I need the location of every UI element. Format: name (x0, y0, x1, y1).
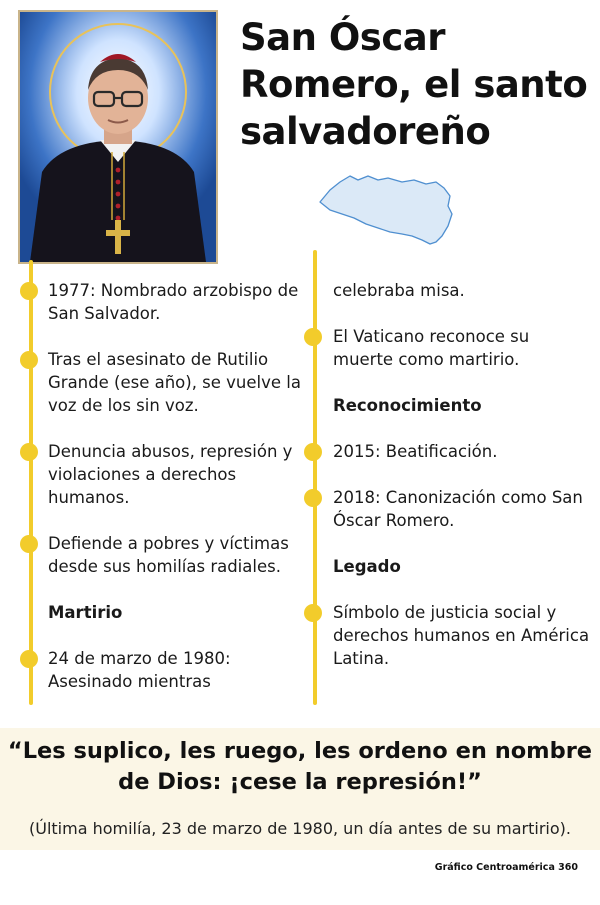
timeline-item-text: Tras el asesinato de Rutilio Grande (ese año), se vuelve la voz de los sin voz. (48, 350, 301, 415)
timeline-item (333, 486, 593, 532)
timeline-item (48, 440, 308, 509)
timeline-line-left (29, 260, 33, 705)
timeline-item-text: Símbolo de justicia social y derechos humanos en América Latina. (333, 603, 590, 668)
section-heading-legado: Legado (333, 557, 401, 576)
timeline-item-text: 24 de marzo de 1980: Asesinado mientras (48, 649, 231, 691)
timeline-dot (20, 535, 38, 553)
timeline-dot (304, 489, 322, 507)
section-heading-reconocimiento: Reconocimiento (333, 396, 482, 415)
timeline-dot (20, 650, 38, 668)
quote-line-1: “Les suplico, les ruego, les ordeno en nombre (7, 738, 593, 764)
timeline-dot (20, 282, 38, 300)
title-line-2: Romero, el santo (240, 63, 588, 106)
portrait-illustration (20, 12, 216, 262)
timeline-item-text: 1977: Nombrado arzobispo de San Salvador. (48, 281, 299, 323)
quote-attribution: (Última homilía, 23 de marzo de 1980, un día antes de su martirio). (29, 819, 571, 838)
timeline-item-text: 2018: Canonización como San Óscar Romero. (333, 488, 583, 530)
timeline-continuation-text: celebraba misa. (333, 281, 465, 300)
portrait-photo (18, 10, 218, 264)
timeline-item (333, 601, 593, 670)
timeline-item-text: 2015: Beatificación. (333, 442, 498, 461)
timeline-dot (304, 443, 322, 461)
timeline-item (333, 325, 593, 371)
title-line-1: San Óscar (240, 16, 445, 59)
quote-line-2: de Dios: ¡cese la represión!” (118, 769, 482, 795)
timeline-dot (20, 443, 38, 461)
timeline-item (48, 647, 308, 693)
timeline-column-right (333, 279, 593, 670)
title-line-3: salvadoreño (240, 110, 491, 153)
timeline-item-text: El Vaticano reconoce su muerte como martirio. (333, 327, 530, 369)
source-credit: Gráfico Centroamérica 360 (434, 862, 578, 873)
timeline-item (333, 440, 593, 463)
timeline-line-right (313, 250, 317, 705)
timeline-dot (20, 351, 38, 369)
timeline-item (48, 348, 308, 417)
timeline-item-text: Denuncia abusos, represión y violaciones a derechos humanos. (48, 442, 293, 507)
page-title (240, 14, 590, 155)
timeline-dot (304, 328, 322, 346)
quote-text (0, 736, 600, 798)
section-heading-martirio: Martirio (48, 603, 123, 622)
timeline-item (48, 279, 308, 325)
el-salvador-map-icon (318, 170, 454, 246)
timeline-item-text: Defiende a pobres y víctimas desde sus homilías radiales. (48, 534, 289, 576)
timeline-item (48, 532, 308, 578)
timeline-column-left (48, 279, 308, 693)
timeline-dot (304, 604, 322, 622)
